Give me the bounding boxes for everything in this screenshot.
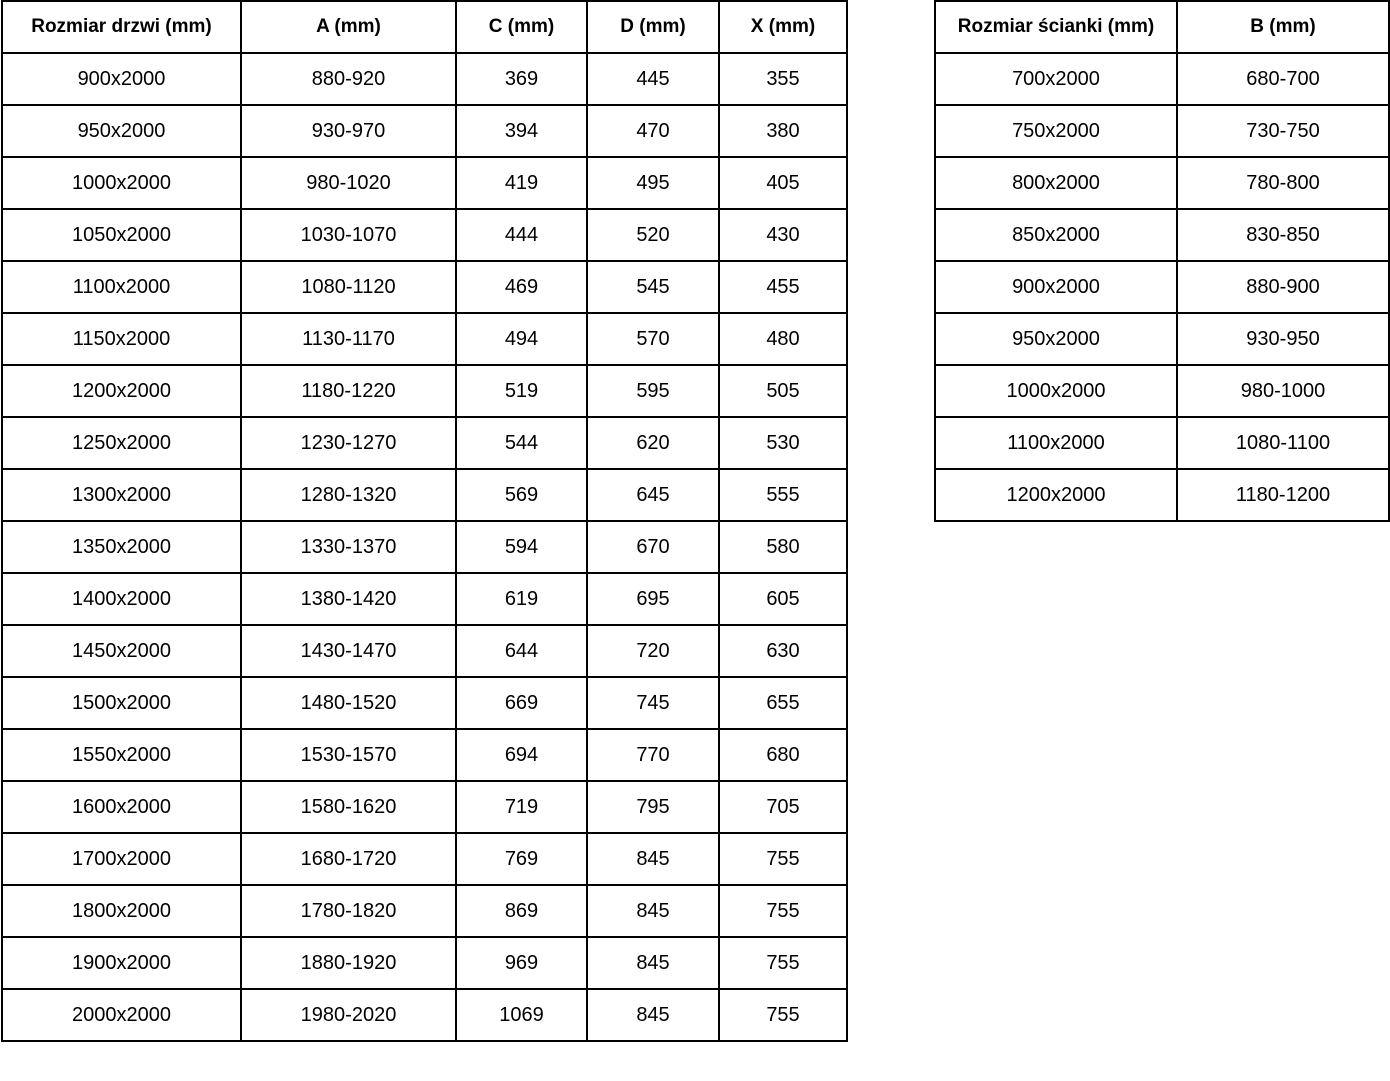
table-row <box>2 989 847 1041</box>
table-cell: 594 <box>456 521 587 573</box>
table-row <box>935 417 1389 469</box>
table-cell: 1450x2000 <box>2 625 241 677</box>
table-cell: 900x2000 <box>935 261 1177 313</box>
table-cell: 1350x2000 <box>2 521 241 573</box>
table-cell: 519 <box>456 365 587 417</box>
table-row <box>2 365 847 417</box>
table-cell: 1430-1470 <box>241 625 456 677</box>
column-header: B (mm) <box>1177 1 1389 53</box>
table-cell: 980-1000 <box>1177 365 1389 417</box>
table-cell: 950x2000 <box>935 313 1177 365</box>
header-row <box>2 1 847 53</box>
table-cell: 494 <box>456 313 587 365</box>
table-row <box>935 365 1389 417</box>
table-cell: 1300x2000 <box>2 469 241 521</box>
table-cell: 680 <box>719 729 847 781</box>
table-cell: 644 <box>456 625 587 677</box>
table-cell: 850x2000 <box>935 209 1177 261</box>
table-cell: 569 <box>456 469 587 521</box>
table-row <box>2 833 847 885</box>
table-row <box>2 157 847 209</box>
table-cell: 950x2000 <box>2 105 241 157</box>
door-sizes-table <box>1 0 848 1042</box>
table-cell: 880-920 <box>241 53 456 105</box>
table-cell: 1180-1200 <box>1177 469 1389 521</box>
table-cell: 980-1020 <box>241 157 456 209</box>
table-cell: 469 <box>456 261 587 313</box>
table-cell: 555 <box>719 469 847 521</box>
table-cell: 495 <box>587 157 719 209</box>
table-cell: 800x2000 <box>935 157 1177 209</box>
table-cell: 669 <box>456 677 587 729</box>
column-header: Rozmiar ścianki (mm) <box>935 1 1177 53</box>
table-cell: 1080-1100 <box>1177 417 1389 469</box>
table-cell: 645 <box>587 469 719 521</box>
table-cell: 470 <box>587 105 719 157</box>
table-cell: 755 <box>719 989 847 1041</box>
table-cell: 1400x2000 <box>2 573 241 625</box>
table-cell: 900x2000 <box>2 53 241 105</box>
table-cell: 544 <box>456 417 587 469</box>
table-row <box>2 417 847 469</box>
table-cell: 969 <box>456 937 587 989</box>
table-row <box>2 469 847 521</box>
table-cell: 480 <box>719 313 847 365</box>
table-row <box>2 261 847 313</box>
table-cell: 445 <box>587 53 719 105</box>
table-cell: 2000x2000 <box>2 989 241 1041</box>
table-cell: 780-800 <box>1177 157 1389 209</box>
column-header: A (mm) <box>241 1 456 53</box>
table-cell: 430 <box>719 209 847 261</box>
table-cell: 1980-2020 <box>241 989 456 1041</box>
table-cell: 1080-1120 <box>241 261 456 313</box>
table-cell: 755 <box>719 885 847 937</box>
table-cell: 394 <box>456 105 587 157</box>
table-cell: 845 <box>587 885 719 937</box>
table-cell: 695 <box>587 573 719 625</box>
table-cell: 1000x2000 <box>935 365 1177 417</box>
column-header: D (mm) <box>587 1 719 53</box>
table-cell: 369 <box>456 53 587 105</box>
table-cell: 845 <box>587 989 719 1041</box>
table-cell: 1130-1170 <box>241 313 456 365</box>
table-row <box>2 937 847 989</box>
table-cell: 380 <box>719 105 847 157</box>
table-cell: 1380-1420 <box>241 573 456 625</box>
table-row <box>2 313 847 365</box>
table-cell: 419 <box>456 157 587 209</box>
table-cell: 1000x2000 <box>2 157 241 209</box>
table-cell: 520 <box>587 209 719 261</box>
table-cell: 1250x2000 <box>2 417 241 469</box>
table-cell: 1100x2000 <box>2 261 241 313</box>
table-cell: 830-850 <box>1177 209 1389 261</box>
column-header: Rozmiar drzwi (mm) <box>2 1 241 53</box>
table-cell: 630 <box>719 625 847 677</box>
table-cell: 1280-1320 <box>241 469 456 521</box>
table-cell: 770 <box>587 729 719 781</box>
table-cell: 1550x2000 <box>2 729 241 781</box>
table-row <box>935 105 1389 157</box>
table-cell: 1480-1520 <box>241 677 456 729</box>
table-cell: 1500x2000 <box>2 677 241 729</box>
table-cell: 1150x2000 <box>2 313 241 365</box>
table-cell: 755 <box>719 833 847 885</box>
table-row <box>935 157 1389 209</box>
table-cell: 455 <box>719 261 847 313</box>
table-cell: 845 <box>587 833 719 885</box>
table-cell: 930-950 <box>1177 313 1389 365</box>
wall-panel-sizes-table <box>934 0 1390 522</box>
table-cell: 705 <box>719 781 847 833</box>
table-row <box>2 209 847 261</box>
table-cell: 700x2000 <box>935 53 1177 105</box>
table-cell: 605 <box>719 573 847 625</box>
table-cell: 670 <box>587 521 719 573</box>
table-row <box>935 313 1389 365</box>
table-cell: 930-970 <box>241 105 456 157</box>
table-cell: 1780-1820 <box>241 885 456 937</box>
table-cell: 1030-1070 <box>241 209 456 261</box>
table-cell: 1530-1570 <box>241 729 456 781</box>
table-row <box>2 677 847 729</box>
table-row <box>935 469 1389 521</box>
table-cell: 619 <box>456 573 587 625</box>
table-row <box>2 885 847 937</box>
table-cell: 1069 <box>456 989 587 1041</box>
table-cell: 1200x2000 <box>935 469 1177 521</box>
table-cell: 530 <box>719 417 847 469</box>
table-cell: 1800x2000 <box>2 885 241 937</box>
table-cell: 880-900 <box>1177 261 1389 313</box>
table-row <box>2 573 847 625</box>
table-row <box>2 781 847 833</box>
table-cell: 869 <box>456 885 587 937</box>
table-cell: 580 <box>719 521 847 573</box>
table-cell: 694 <box>456 729 587 781</box>
table-cell: 745 <box>587 677 719 729</box>
table-cell: 355 <box>719 53 847 105</box>
column-header: C (mm) <box>456 1 587 53</box>
table-cell: 1900x2000 <box>2 937 241 989</box>
table-cell: 1600x2000 <box>2 781 241 833</box>
table-cell: 1050x2000 <box>2 209 241 261</box>
table-cell: 1580-1620 <box>241 781 456 833</box>
table-row <box>935 209 1389 261</box>
table-cell: 620 <box>587 417 719 469</box>
table-cell: 1680-1720 <box>241 833 456 885</box>
table-cell: 1330-1370 <box>241 521 456 573</box>
column-header: X (mm) <box>719 1 847 53</box>
table-cell: 730-750 <box>1177 105 1389 157</box>
table-cell: 405 <box>719 157 847 209</box>
table-cell: 444 <box>456 209 587 261</box>
table-cell: 719 <box>456 781 587 833</box>
table-cell: 795 <box>587 781 719 833</box>
table-cell: 720 <box>587 625 719 677</box>
table-row <box>935 261 1389 313</box>
table-cell: 680-700 <box>1177 53 1389 105</box>
table-cell: 1200x2000 <box>2 365 241 417</box>
table-cell: 505 <box>719 365 847 417</box>
table-cell: 845 <box>587 937 719 989</box>
table-cell: 570 <box>587 313 719 365</box>
table-row <box>2 105 847 157</box>
table-row <box>935 53 1389 105</box>
table-cell: 1230-1270 <box>241 417 456 469</box>
table-cell: 655 <box>719 677 847 729</box>
header-row <box>935 1 1389 53</box>
table-row <box>2 625 847 677</box>
table-cell: 1100x2000 <box>935 417 1177 469</box>
table-row <box>2 729 847 781</box>
table-cell: 1880-1920 <box>241 937 456 989</box>
table-cell: 1700x2000 <box>2 833 241 885</box>
table-cell: 755 <box>719 937 847 989</box>
table-cell: 1180-1220 <box>241 365 456 417</box>
table-row <box>2 521 847 573</box>
table-cell: 545 <box>587 261 719 313</box>
table-cell: 769 <box>456 833 587 885</box>
table-row <box>2 53 847 105</box>
table-cell: 595 <box>587 365 719 417</box>
table-cell: 750x2000 <box>935 105 1177 157</box>
